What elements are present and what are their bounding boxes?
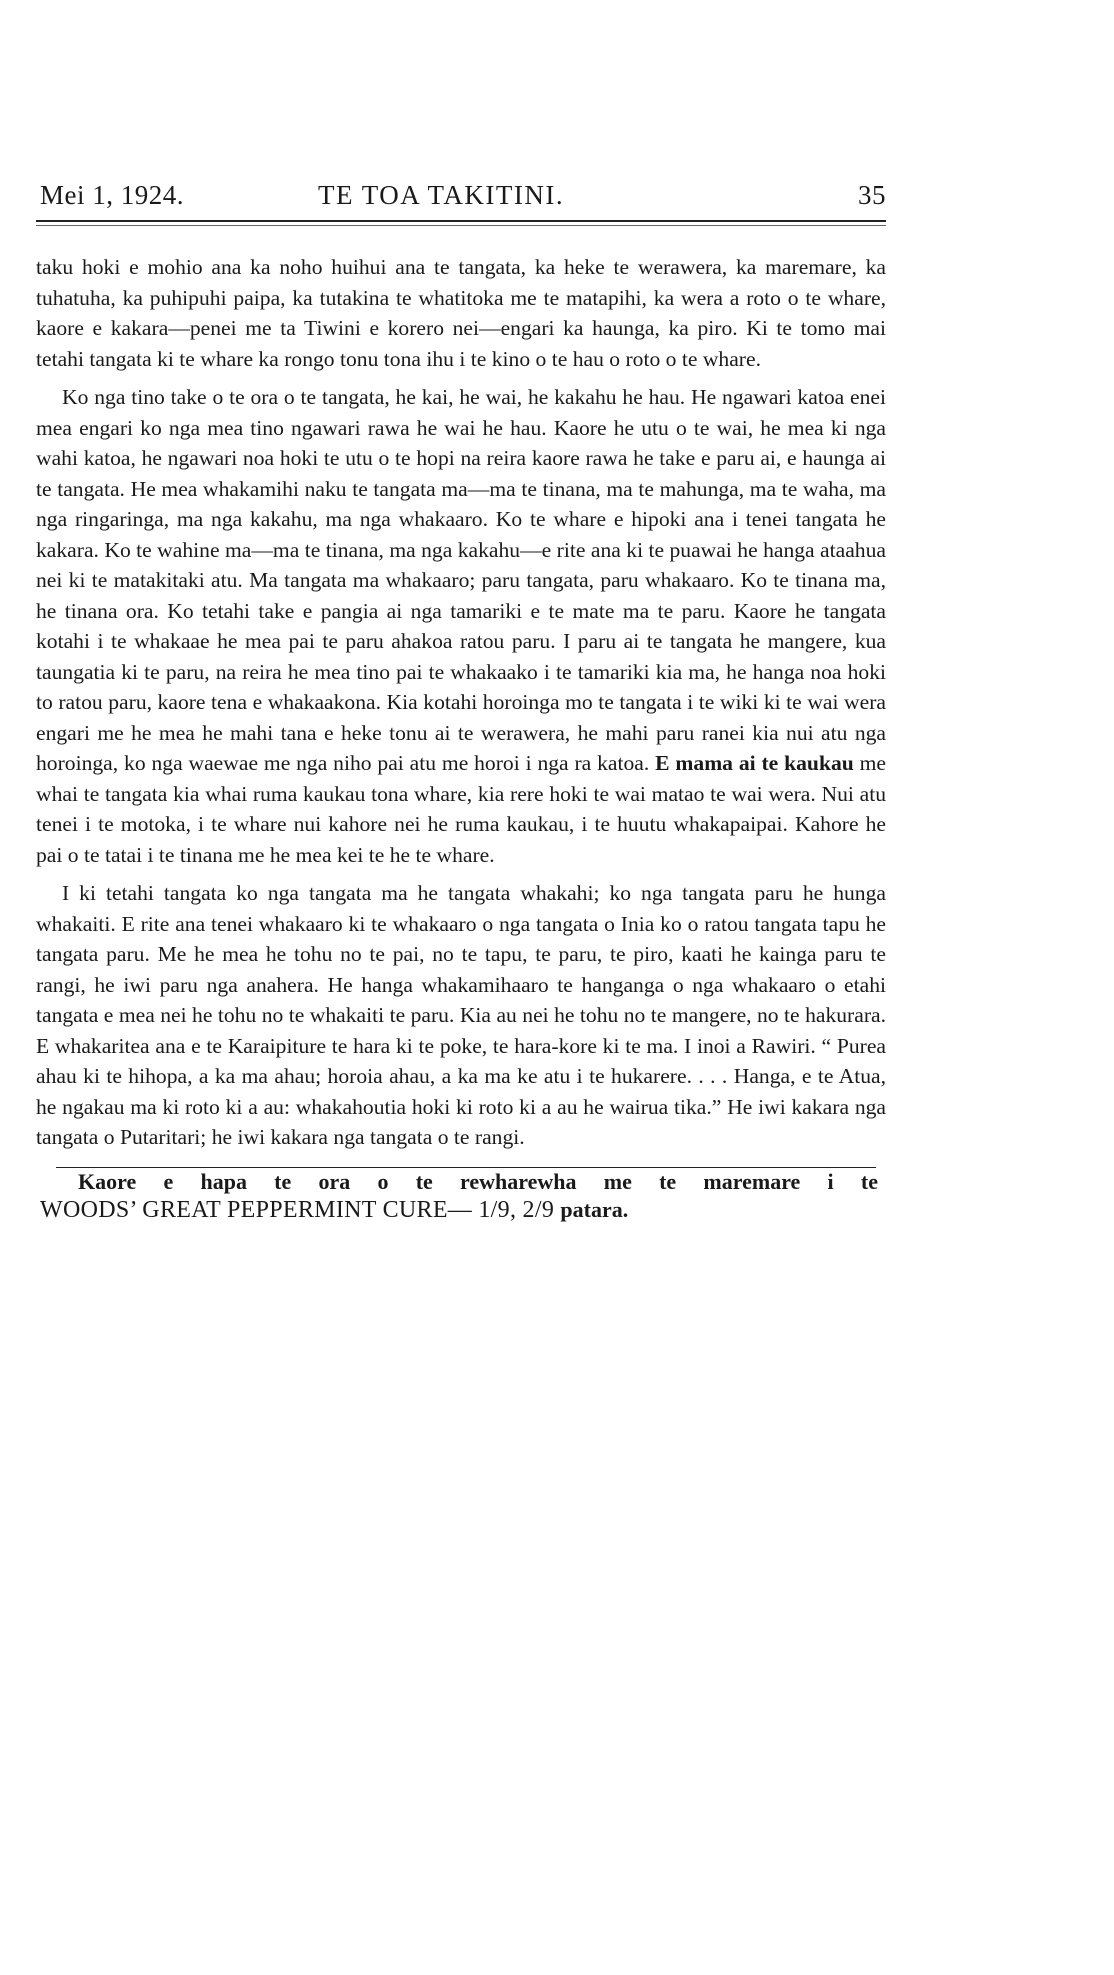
paragraph-text: me whai te tangata kia whai ruma kaukau tona whare, kia rere hoki te wai matao te wai wera. Nui atu tenei i te motoka, i te whare nui kahore nei he ruma kaukau, i te huutu whakapaipai. Kahore he pai o te tatai i te tinana me he mea kei te he te whare. [36,751,887,867]
article-body [36,252,886,1153]
publication-title: TE TOA TAKITINI. [318,180,565,210]
advertisement-brand: WOODS’ GREAT PEPPERMINT CURE— [40,1196,473,1223]
issue-date: Mei 1, 1924. [40,180,184,210]
advertisement-line-1: Kaore e hapa te ora o te rewharewha me te maremare i te [78,1168,878,1194]
newspaper-page [36,180,886,1224]
advertisement-line-2 [36,1196,886,1224]
advertisement [36,1168,886,1224]
page-number: 35 [858,180,886,210]
paragraph-text: Ko nga tino take o te ora o te tangata, he kai, he wai, he kakahu he hau. He ngawari katoa enei mea engari ko nga mea tino ngawari rawa he wai he hau. Kaore he utu o te wai, he mea ki nga wahi katoa, he ngawari noa hoki te utu o te hopi na reira kaore rawa he take e paru ai, e haunga ai te tangata. He mea whakamihi naku te tangata ma—ma te tinana, ma te mahunga, ma te waha, ma nga ringaringa, ma nga kakahu, ma nga whakaaro. Ko te whare e hipoki ana i tenei tangata he kakara. Ko te wahine ma—ma te tinana, ma nga kakahu—e rite ana ki te puawai he hanga ataahua nei ki te matakitaki atu. Ma tangata ma whakaaro; paru tangata, paru whakaaro. Ko te tinana ma, he tinana ora. Ko tetahi take e pangia ai nga tamariki e te mate ma te paru. Kaore he tangata kotahi i te whakaae he mea pai te paru ahakoa ratou paru. I paru ai te tangata he mangere, kua taungatia ki te paru, na reira he mea tino pai te whakaako i te tamariki kia ma, he hanga noa hoki to ratou paru, kaore tena e whakaakona. Kia kotahi horoinga mo te tangata i te wiki ki te wai wera engari me he mea he mahi tana e heke tonu ai te werawera, he mahi paru ranei kia nui atu nga horoinga, ko nga waewae me nga niho pai atu me horoi i nga ra katoa. [36,385,886,775]
bold-phrase: E mama ai te kaukau [655,751,854,775]
page-header [36,180,886,216]
paragraph-1 [36,252,886,374]
paragraph-3 [36,878,886,1153]
paragraph-2 [36,382,886,870]
paragraph-text: I ki tetahi tangata ko nga tangata ma he tangata whakahi; ko nga tangata paru he hunga whakaiti. E rite ana tenei whakaaro ki te whakaaro o nga tangata o Inia ko o ratou tangata tapu he tangata paru. Me he mea he tohu no te pai, no te tapu, te paru, te piro, kaati he kainga paru te rangi, he iwi paru nga anahera. He hanga whakamihaaro te hanganga o nga whakaaro o etahi tangata e mea nei he tohu no te whakaiti te paru. Kia au nei he tohu no te mangere, no te hakurara. E whakaritea ana e te Karaipiture te hara ki te poke, te hara-kore ki te ma. I inoi a Rawiri. “ Purea ahau ki te hihopa, a ka ma ahau; horoia ahau, a ka ma ke atu i te hukarere. . . . Hanga, e te Atua, he ngakau ma ki roto ki a au: whakahoutia hoki ki roto ki a au he wairua tika.” He iwi kakara nga tangata o Putaritari; he iwi kakara nga tangata o te rangi. [36,881,886,1149]
advertisement-price: 1/9, 2/9 [472,1196,561,1223]
advertisement-unit: patara. [560,1196,629,1222]
header-rule [36,220,886,226]
paragraph-text: taku hoki e mohio ana ka noho huihui ana te tangata, ka heke te werawera, ka maremare, ka tuhatuha, ka puhipuhi paipa, ka tutakina te whatitoka me te matapihi, ka wera a roto o te whare, kaore e kakara—penei me ta Tiwini e korero nei—engari ka haunga, ka piro. Ki te tomo mai tetahi tangata ki te whare ka rongo tonu tona ihu i te kino o te hau o roto o te whare. [36,255,886,371]
